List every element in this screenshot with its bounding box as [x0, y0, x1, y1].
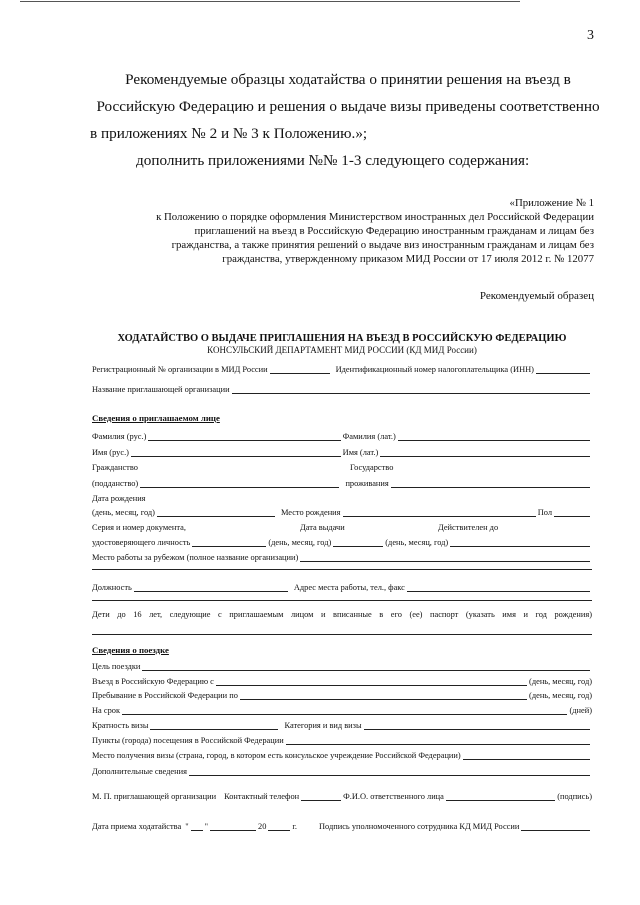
stay-date-format: (день, месяц, год)	[529, 691, 592, 700]
work-address-extra-line[interactable]	[92, 600, 592, 601]
row-birth-label	[92, 489, 592, 503]
name-rus-label: Имя (рус.)	[92, 448, 129, 457]
birth-place-label: Место рождения	[280, 508, 341, 517]
row-position	[92, 578, 592, 592]
row-birth	[92, 503, 592, 517]
children-field-line[interactable]	[92, 634, 592, 635]
trip-purpose-label: Цель поездки	[92, 662, 141, 671]
work-abroad-extra-line[interactable]	[92, 569, 592, 570]
annex-line-4: гражданства, а также принятия решений о выдаче виз иностранным гражданам и лицам без	[171, 239, 594, 251]
annex-heading	[124, 196, 594, 266]
surname-rus-field[interactable]	[148, 431, 340, 441]
stay-field[interactable]	[240, 690, 527, 700]
annex-line-5: гражданства, утвержденному приказом МИД России от 17 июля 2012 г. № 12077	[222, 253, 594, 265]
trip-purpose-field[interactable]	[142, 661, 590, 671]
row-points	[92, 731, 592, 745]
sample-label: Рекомендуемый образец	[479, 290, 594, 302]
signature-label: (подпись)	[557, 792, 592, 801]
receipt-year-field[interactable]	[268, 821, 290, 831]
intro-paragraph	[88, 66, 608, 174]
name-lat-label: Имя (лат.)	[342, 448, 379, 457]
surname-rus-label: Фамилия (рус.)	[92, 432, 147, 441]
visa-category-field[interactable]	[364, 720, 590, 730]
org-name-label: Название приглашающей организации	[92, 385, 230, 394]
inn-label: Идентификационный номер налогоплательщика (ИНН)	[335, 365, 534, 374]
top-rule	[20, 1, 520, 2]
name-rus-field[interactable]	[131, 447, 341, 457]
additional-info-label: Дополнительные сведения	[92, 767, 187, 776]
contact-phone-label: Контактный телефон	[224, 792, 300, 801]
citizenship-label: Гражданство	[92, 463, 138, 472]
points-visited-field[interactable]	[286, 735, 590, 745]
row-stay	[92, 686, 592, 700]
receipt-month-field[interactable]	[210, 821, 256, 831]
row-doc-labels	[92, 518, 592, 532]
issue-date-field[interactable]	[333, 537, 383, 547]
row-org-name	[92, 380, 592, 394]
issue-date-label: Дата выдачи	[300, 523, 345, 532]
birth-date-label: Дата рождения	[92, 494, 146, 503]
officer-signature-field[interactable]	[521, 821, 590, 831]
identity-doc-label: удостоверяющего личность	[92, 538, 191, 547]
form-title: ХОДАТАЙСТВО О ВЫДАЧЕ ПРИГЛАШЕНИЯ НА ВЪЕЗД В РОССИЙСКУЮ ФЕДЕРАЦИЮ	[117, 333, 567, 344]
residence-field[interactable]	[391, 478, 590, 488]
birth-date-format: (день, месяц, год)	[92, 508, 155, 517]
row-doc	[92, 533, 592, 547]
intro-line-3: в приложениях № 2 и № 3 к Положению.»;	[90, 125, 368, 142]
surname-lat-field[interactable]	[398, 431, 590, 441]
entry-date-format: (день, месяц, год)	[529, 677, 592, 686]
officer-signature-label: Подпись уполномоченного сотрудника КД МИД России	[319, 822, 520, 831]
section-trip: Сведения о поездке	[92, 645, 169, 655]
valid-until-label: Действителен до	[438, 523, 499, 532]
inn-field[interactable]	[536, 364, 590, 374]
citizenship-field[interactable]	[140, 478, 339, 488]
form-subtitle: КОНСУЛЬСКИЙ ДЕПАРТАМЕНТ МИД РОССИИ (КД МИД России)	[207, 345, 477, 355]
position-label: Должность	[92, 583, 132, 592]
receipt-date-label: Дата приема ходатайства	[92, 822, 182, 831]
birth-date-field[interactable]	[157, 507, 275, 517]
entry-label: Въезд в Российскую Федерацию с	[92, 677, 214, 686]
work-address-field[interactable]	[407, 582, 590, 592]
issue-date-format: (день, месяц, год)	[268, 538, 332, 547]
work-abroad-label: Место работы за рубежом (полное название организации)	[92, 553, 299, 562]
entry-field[interactable]	[216, 676, 527, 686]
row-work-abroad	[92, 548, 592, 562]
row-trip-purpose	[92, 657, 592, 671]
section-invitee: Сведения о приглашаемом лице	[92, 413, 220, 423]
row-entry	[92, 672, 592, 686]
org-name-field[interactable]	[232, 384, 590, 394]
responsible-name-field[interactable]	[446, 791, 555, 801]
mp-label: М. П. приглашающей организации	[92, 792, 217, 801]
birth-place-field[interactable]	[343, 507, 536, 517]
intro-line-2: Российскую Федерацию и решения о выдаче визы приведены соответственно	[96, 98, 600, 115]
additional-info-field[interactable]	[189, 766, 590, 776]
row-surname	[92, 427, 592, 441]
doc-series-label: Серия и номер документа,	[92, 523, 186, 532]
row-citizenship-labels	[92, 458, 592, 472]
row-term	[92, 701, 592, 715]
row-visa-place	[92, 746, 592, 760]
annex-line-3: приглашений на въезд в Российскую Федерацию иностранным гражданам и лицам без	[194, 225, 594, 237]
quote-close: "	[204, 822, 209, 831]
row-name	[92, 443, 592, 457]
stay-label: Пребывание в Российской Федерации по	[92, 691, 238, 700]
reg-number-field[interactable]	[270, 364, 330, 374]
row-additional	[92, 762, 592, 776]
term-label: На срок	[92, 706, 121, 715]
points-visited-label: Пункты (города) посещения в Российской Федерации	[92, 736, 284, 745]
valid-date-format: (день, месяц, год)	[385, 538, 449, 547]
position-field[interactable]	[134, 582, 288, 592]
receipt-day-field[interactable]	[191, 821, 203, 831]
state-label: Государство	[350, 463, 394, 472]
row-contacts	[92, 787, 592, 801]
name-lat-field[interactable]	[380, 447, 590, 457]
days-label: (дней)	[569, 706, 592, 715]
annex-line-1: «Приложение № 1	[509, 197, 594, 209]
valid-until-field[interactable]	[450, 537, 590, 547]
intro-line-4: дополнить приложениями №№ 1-3 следующего содержания:	[136, 152, 530, 169]
row-receipt	[92, 817, 592, 831]
surname-lat-label: Фамилия (лат.)	[342, 432, 396, 441]
reg-number-label: Регистрационный № организации в МИД России	[92, 365, 268, 374]
visa-multiplicity-label: Кратность визы	[92, 721, 149, 730]
work-abroad-field[interactable]	[300, 552, 590, 562]
residence-label: проживания	[345, 479, 389, 488]
visa-place-field[interactable]	[463, 750, 590, 760]
responsible-name-label: Ф.И.О. ответственного лица	[343, 792, 444, 801]
contact-phone-field[interactable]	[301, 791, 341, 801]
sex-field[interactable]	[554, 507, 590, 517]
annex-line-2: к Положению о порядке оформления Министерством иностранных дел Российской Федерации	[156, 211, 594, 223]
quote-open: "	[185, 822, 189, 831]
visa-place-label: Место получения визы (страна, город, в котором есть консульское учреждение Российской Федерации)	[92, 751, 461, 760]
work-address-label: Адрес места работы, тел., факс	[293, 583, 405, 592]
intro-line-1: Рекомендуемые образцы ходатайства о принятии решения на въезд в	[125, 71, 571, 88]
year-prefix: 20	[258, 822, 267, 831]
visa-category-label: Категория и вид визы	[284, 721, 362, 730]
subject-label: (подданство)	[92, 479, 139, 488]
term-field[interactable]	[122, 705, 567, 715]
sex-label: Пол	[537, 508, 552, 517]
page-number: 3	[587, 28, 594, 43]
row-registration	[92, 360, 592, 374]
row-visa	[92, 716, 592, 730]
visa-multiplicity-field[interactable]	[150, 720, 278, 730]
year-suffix: г.	[292, 822, 297, 831]
children-label: Дети до 16 лет, следующие с приглашаемым лицом и вписанные в его (ее) паспорт (указать имя и год рождения)	[92, 610, 592, 619]
doc-number-field[interactable]	[192, 537, 266, 547]
row-citizenship	[92, 474, 592, 488]
